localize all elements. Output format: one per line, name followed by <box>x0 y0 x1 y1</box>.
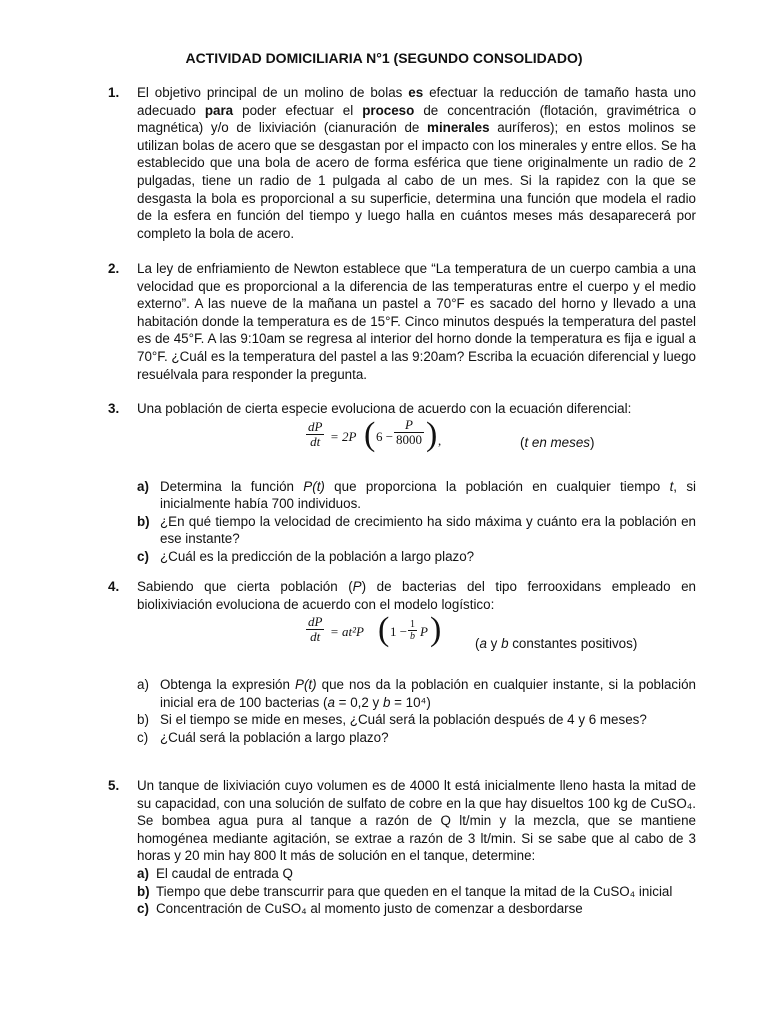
question-5 <box>108 777 696 918</box>
question-text: Sabiendo que cierta población (P) de bacterias del tipo ferrooxidans empleado en biolixiviación evoluciona de acuerdo con el modelo logístico: <box>137 579 696 612</box>
differential-equation: $\frac{dP}{dt}$ = 2P ( 6 − $\frac{P}{8000}$ ) , (t en meses) <box>308 415 595 453</box>
sub-question-b: b) Tiempo que debe transcurrir para que queden en el tanque la mitad de la CuSO₄ inicial <box>137 883 673 899</box>
sub-question-b: b) Si el tiempo se mide en meses, ¿Cuál será la población después de 4 y 6 meses? <box>137 712 647 728</box>
question-2 <box>108 260 696 383</box>
population-fraction: $\frac{P}{8000}$ <box>396 416 422 447</box>
question-number: 1. <box>108 85 120 100</box>
document-title: ACTIVIDAD DOMICILIARIA N°1 (SEGUNDO CONSOLIDADO) <box>185 50 583 66</box>
question-number: 2. <box>108 261 120 276</box>
question-text: La ley de enfriamiento de Newton establece que “La temperatura de un cuerpo cambia a una velocidad que es proporcional a la diferencia de las temperaturas entre el cuerpo y el medio externo”. A las nueve de la mañana un pastel a 70°F es sacado del horno y llevado a una habitación donde la temperatura es de 15°F. Cinco minutos después la temperatura del pastel es de 45°F. A las 9:10am se regresa al interior del horno donde la temperatura es fija e igual a 70°F. ¿Cuál es la temperatura del pastel a las 9:20am? Escriba la ecuación diferencial y luego resuélvala para responder la pregunta. <box>137 261 696 382</box>
question-text: Una población de cierta especie evoluciona de acuerdo con la ecuación diferencial: <box>137 401 632 416</box>
sub-question-c: c) ¿Cuál es la predicción de la población a largo plazo? <box>137 548 475 564</box>
question-text: El objetivo principal de un molino de bolas es efectuar la reducción de tamaño hasta uno adecuado para poder efectuar el proceso de concentración (flotación, gravimétrica o magnética) y/o de lixiviación (cianuración de minerales auríferos); en estos molinos se utilizan bolas de acero que se desgastan por el impacto con los minerales y entre ellos. Se ha establecido que una bola de acero de forma esférica que tiene originalmente un radio de 2 pulgadas, tiene un radio de 1 pulgada al cabo de un mes. Si la rapidez con la que se desgasta la bola es proporcional a su superficie, determina una función que modela el radio de la esfera en función del tiempo y luego halla en cuántos meses más desaparecerá por completo la bola de acero. <box>137 85 697 241</box>
question-text: Un tanque de lixiviación cuyo volumen es de 4000 lt está inicialmente lleno hasta la mitad de su capacidad, con una solución de sulfato de cobre en la que hay disueltos 100 kg de CuSO₄. Se bombea agua pura al tanque a razón de Q lt/min y la mezcla, que se mantiene homogénea mediante agitación, se extrae a razón de 3 lt/min. Si se sabe que al cabo de 3 horas y 20 min hay 800 lt más de solución en el tanque, determine: <box>137 778 696 864</box>
sub-question-c: c) Concentración de CuSO₄ al momento justo de comenzar a desbordarse <box>137 901 583 917</box>
sub-question-a: a) Determina la función P(t) que proporciona la población en cualquier tiempo t, si inicialmente había 700 individuos. <box>137 478 696 512</box>
equation-note: (t en meses) <box>520 434 595 450</box>
left-paren: ( <box>364 415 376 453</box>
sub-question-c: c) ¿Cuál será la población a largo plazo? <box>137 729 389 745</box>
sub-question-b: b) ¿En qué tiempo la velocidad de crecimiento ha sido máxima y cuánto era la población en ese instante? <box>137 513 696 547</box>
question-number: 4. <box>108 579 120 594</box>
question-4 <box>108 578 696 747</box>
derivative-fraction: $\frac{dP}{dt}$ <box>308 614 323 645</box>
question-number: 3. <box>108 401 120 416</box>
equation-note: (a y b constantes positivos) <box>475 636 638 652</box>
question-number: 5. <box>108 778 120 793</box>
inverse-b-fraction: $\frac{1}{b}$ <box>410 619 415 643</box>
sub-question-a: a) El caudal de entrada Q <box>137 865 293 881</box>
logistic-equation: $\frac{dP}{dt}$ = at²P ( 1 − $\frac{1}{b}$ P ) (a y b constantes positivos) <box>308 611 638 652</box>
question-1 <box>108 84 696 242</box>
right-paren: ) <box>426 415 438 453</box>
sub-question-a: a) Obtenga la expresión P(t) que nos da la población en cualquier instante, si la población inicial era de 100 bacterias (a = 0,2 y b = 10⁴) <box>137 677 696 710</box>
derivative-fraction: $\frac{dP}{dt}$ <box>308 418 323 449</box>
left-paren: ( <box>378 611 390 649</box>
question-3 <box>108 400 696 566</box>
right-paren: ) <box>430 611 442 649</box>
